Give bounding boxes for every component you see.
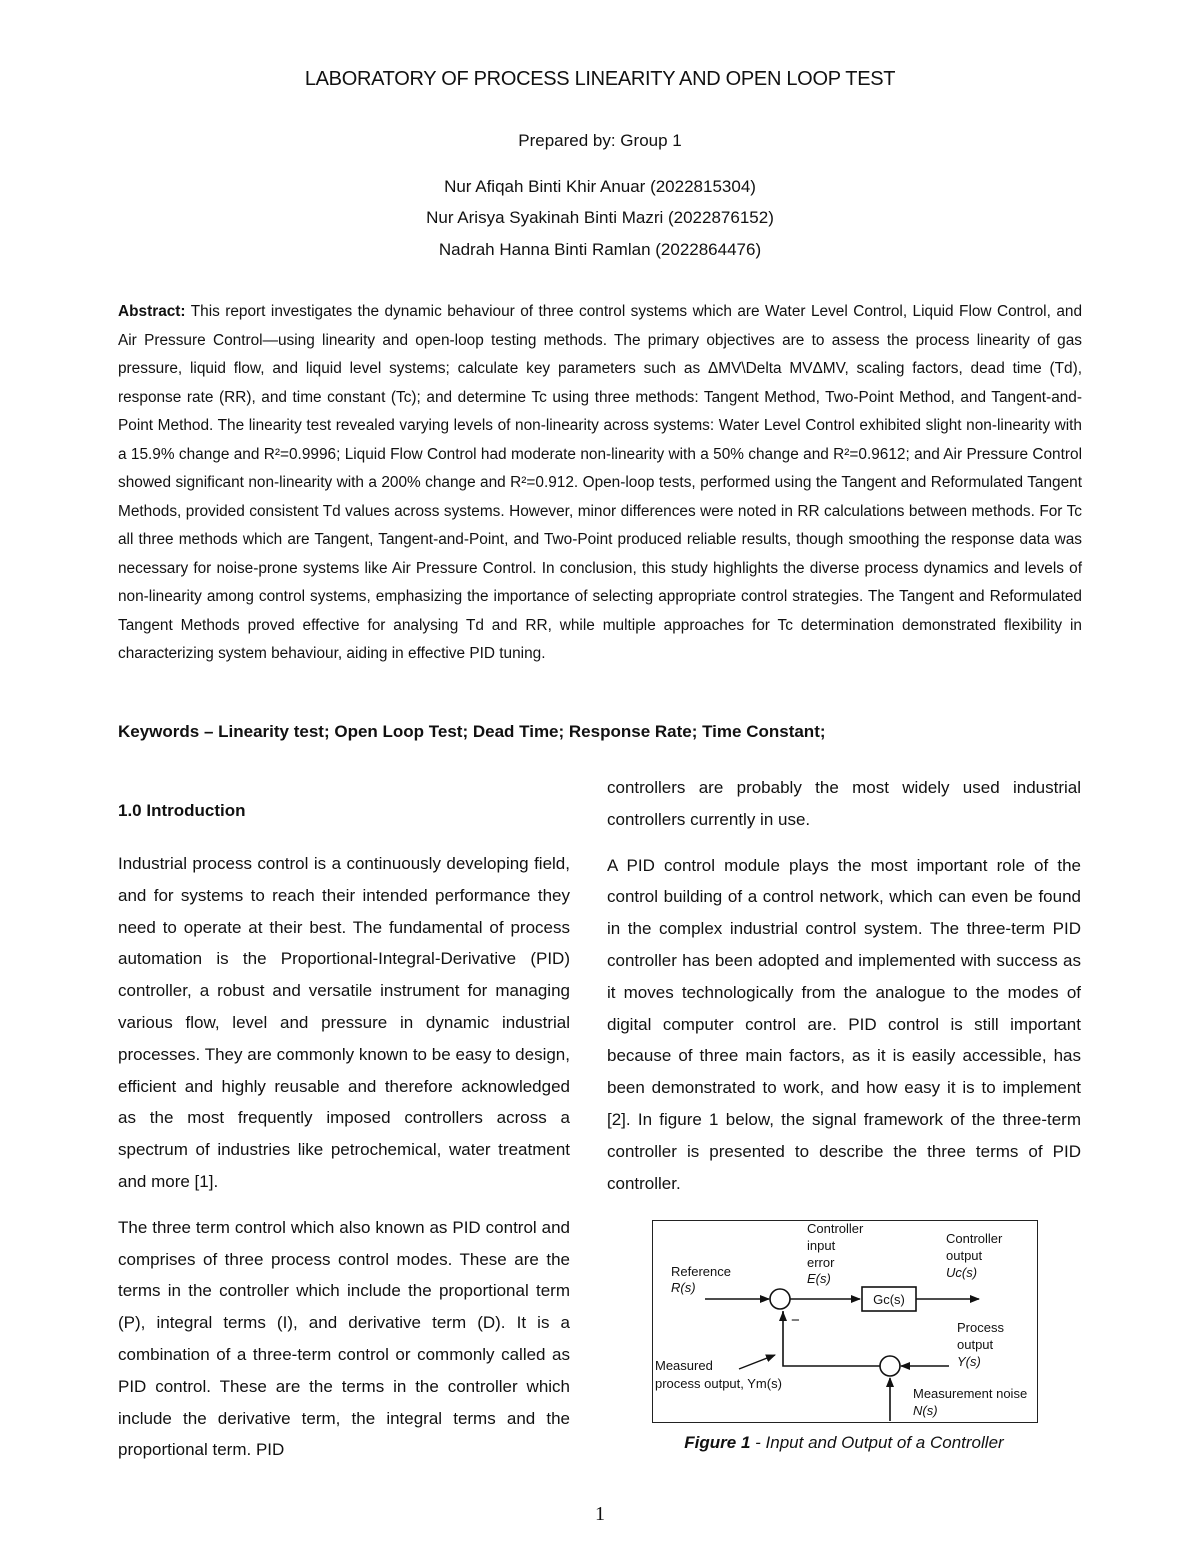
author-3: Nadrah Hanna Binti Ramlan (2022864476) bbox=[438, 240, 762, 259]
po-line-1: Process bbox=[957, 1320, 1004, 1335]
figure-1-block-diagram bbox=[652, 1220, 1038, 1423]
summing-junction-2 bbox=[880, 1356, 900, 1376]
po-line-3: Y(s) bbox=[957, 1354, 981, 1369]
co-line-3: Uc(s) bbox=[946, 1265, 978, 1280]
figure-caption-text: - Input and Output of a Controller bbox=[750, 1433, 1004, 1452]
abstract bbox=[118, 298, 1082, 669]
paper-title: LABORATORY OF PROCESS LINEARITY AND OPEN LOOP TEST bbox=[304, 68, 896, 90]
co-line-2: output bbox=[946, 1248, 983, 1263]
minus-sign: − bbox=[791, 1312, 800, 1329]
ref-line-2: R(s) bbox=[671, 1280, 696, 1295]
keywords: Keywords – Linearity test; Open Loop Test; Dead Time; Response Rate; Time Constant; bbox=[118, 722, 826, 741]
noise-line-2: N(s) bbox=[913, 1403, 938, 1418]
page-number: 1 bbox=[595, 1503, 605, 1525]
intro-paragraph-4: A PID control module plays the most important role of the control building of a control network, which can even be found in the complex industrial control system. The three-term PID controller has been adopted and implemented with success as it moves technologically from the analogue to the modes of digital computer control are. PID control is still important because of three main factors, as it is easily accessible, has been demonstrated to work, and how easy it is to implement [2]. In figure 1 below, the signal framework of the three-term controller is presented to describe the three terms of PID controller. bbox=[607, 855, 1081, 1193]
cie-line-4: E(s) bbox=[807, 1271, 831, 1286]
figure-caption bbox=[607, 1433, 1081, 1453]
left-column bbox=[118, 800, 570, 1480]
intro-paragraph-1: Industrial process control is a continuously developing field, and for systems to reach their intended performance they need to operate at their best. The fundamental of process automation is the Proportional-Integral-Derivative (PID) controller, a robust and versatile instrument for managing various flow, level and pressure in dynamic industrial processes. They are commonly known to be easy to design, efficient and highly reusable and therefore acknowledged as the most frequently imposed controllers across a spectrum of industries like petrochemical, water treatment and more [1]. bbox=[118, 854, 570, 1191]
figure-caption-label: Figure 1 bbox=[684, 1433, 751, 1452]
noise-line-1: Measurement noise bbox=[913, 1386, 1028, 1401]
ref-line-1: Reference bbox=[671, 1264, 731, 1279]
abstract-text: This report investigates the dynamic behaviour of three control systems which are Water Level Control, Liquid Flow Control, and Air Pressure Control—using linearity and open-loop testing methods. The primary objectives are to assess the process linearity of gas pressure, liquid flow, and liquid level systems; calculate key parameters such as ΔMV\Delta MVΔMV, scaling factors, dead time (Td), response rate (RR), and time constant (Tc); and determine Tc using three methods: Tangent Method, Two-Point Method, and Tangent-and-Point Method. The linearity test revealed varying levels of non-linearity across systems: Water Level Control exhibited slight non-linearity with a 15.9% change and R²=0.9996; Liquid Flow Control had moderate non-linearity with a 50% change and R²=0.9612; and Air Pressure Control showed significant non-linearity with a 200% change and R²=0.912. Open-loop tests, performed using the Tangent and Reformulated Tangent Methods, provided consistent Td values across systems. However, minor differences were noted in RR calculations between methods. For Tc all three methods which are Tangent, Tangent-and-Point, and Two-Point produced reliable results, though smoothing the response data was necessary for noise-prone systems like Air Pressure Control. In conclusion, this study highlights the diverse process dynamics and levels of non-linearity among control systems, emphasizing the importance of selecting appropriate control strategies. The Tangent and Reformulated Tangent Methods proved effective for analysing Td and RR, while multiple approaches for Tc determination demonstrated flexibility in characterizing system behaviour, aiding in effective PID tuning. bbox=[118, 303, 1083, 662]
measured-line-1: Measured bbox=[655, 1358, 713, 1373]
cie-line-3: error bbox=[807, 1255, 835, 1270]
measured-pointer bbox=[739, 1355, 775, 1369]
author-2: Nur Arisya Syakinah Binti Mazri (2022876152) bbox=[426, 208, 774, 227]
prepared-by: Prepared by: Group 1 bbox=[518, 131, 682, 150]
cie-line-2: input bbox=[807, 1238, 836, 1253]
intro-paragraph-2: The three term control which also known as PID control and comprises of three process control modes. These are the terms in the controller which include the proportional term (P), integral terms (I), and derivative term (D). It is a combination of a three-term control or commonly called as PID control. These are the terms in the controller which include the derivative term, the integral terms and the proportional term. PID bbox=[118, 1217, 570, 1460]
section-heading: 1.0 Introduction bbox=[118, 801, 246, 820]
author-1: Nur Afiqah Binti Khir Anuar (2022815304) bbox=[444, 177, 756, 196]
po-line-2: output bbox=[957, 1337, 994, 1352]
right-column bbox=[607, 772, 1081, 1213]
co-line-1: Controller bbox=[946, 1231, 1003, 1246]
summing-junction-1 bbox=[770, 1289, 790, 1309]
abstract-label: Abstract: bbox=[118, 303, 186, 320]
intro-paragraph-3: controllers are probably the most widely used industrial controllers currently in use. bbox=[607, 778, 1081, 829]
measured-line-2: process output, Ym(s) bbox=[655, 1376, 782, 1391]
cie-line-1: Controller bbox=[807, 1221, 864, 1236]
block-label: Gc(s) bbox=[873, 1292, 905, 1307]
